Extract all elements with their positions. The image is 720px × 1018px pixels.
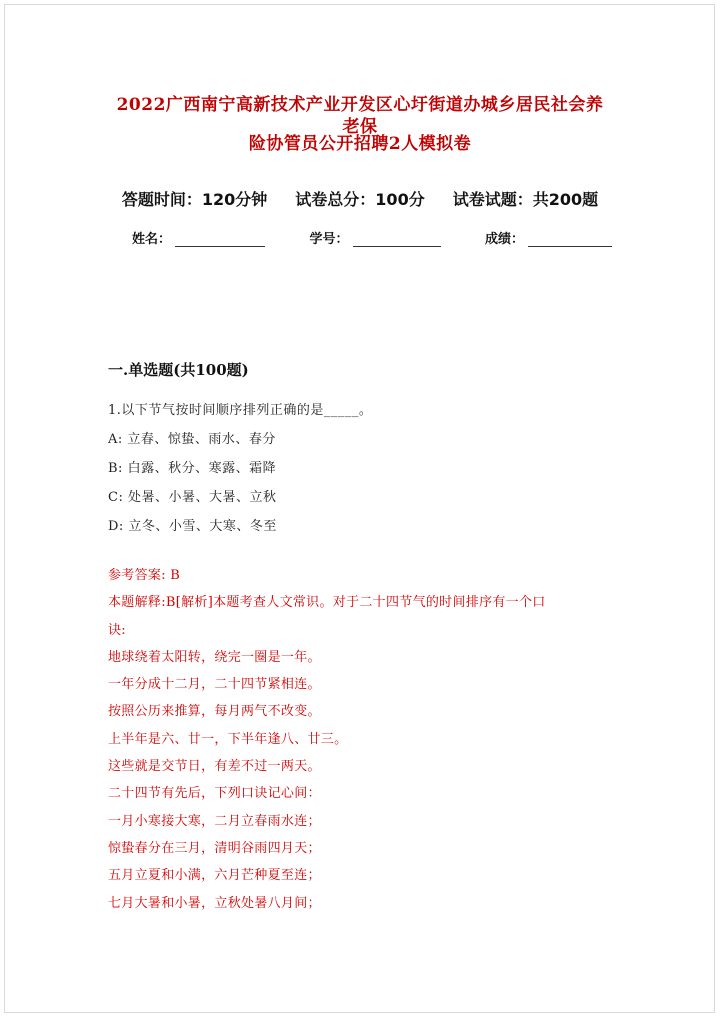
question-1 [108, 396, 608, 541]
verse-line: 惊蛰春分在三月，清明谷雨四月天； [108, 840, 321, 856]
section-heading: 一.单选题(共100题) [108, 361, 249, 379]
explanation-line-1: 本题解释:B[解析]本题考查人文常识。对于二十四节气的时间排序有一个口 [108, 595, 546, 611]
exam-time: 答题时间：120分钟 [121, 190, 268, 209]
name-field [132, 228, 265, 247]
question-stem: 1.以下节气按时间顺序排列正确的是_____。 [108, 403, 373, 418]
verse-line: 一月小寒接大寒，二月立春雨水连； [108, 813, 321, 829]
name-blank[interactable] [175, 232, 265, 247]
verse-line: 五月立夏和小满，六月芒种夏至连； [108, 868, 321, 884]
option-c[interactable]: C: 处暑、小暑、大暑、立秋 [108, 490, 277, 505]
answer-block [108, 562, 608, 917]
exam-total-score: 试卷总分：100分 [295, 190, 425, 209]
option-d[interactable]: D: 立冬、小雪、大寒、冬至 [108, 519, 277, 534]
verse-line: 二十四节有先后，下列口诀记心间： [108, 786, 321, 802]
verse-line: 一年分成十二月，二十四节紧相连。 [108, 677, 321, 693]
option-b[interactable]: B: 白露、秋分、寒露、霜降 [108, 461, 277, 476]
name-label: 姓名： [132, 232, 172, 247]
explanation-line-2: 诀: [108, 622, 126, 638]
exam-title-line-2: 险协管员公开招聘2人模拟卷 [248, 134, 472, 154]
verse-line: 这些就是交节日，有差不过一两天。 [108, 759, 321, 775]
student-id-field [309, 228, 440, 247]
verse-line: 上半年是六、廿一，下半年逢八、廿三。 [108, 731, 348, 747]
student-info-fields [132, 228, 612, 247]
exam-question-count: 试卷试题：共200题 [452, 190, 599, 209]
score-blank[interactable] [528, 232, 612, 247]
student-id-blank[interactable] [353, 232, 441, 247]
option-a[interactable]: A: 立春、惊蛰、雨水、春分 [108, 432, 276, 447]
verse-line: 按照公历来推算，每月两气不改变。 [108, 704, 321, 720]
exam-meta [108, 187, 612, 210]
answer-label: 参考答案: B [108, 568, 181, 583]
verse-line: 七月大暑和小暑，立秋处暑八月间； [108, 895, 321, 911]
score-label: 成绩： [484, 232, 524, 247]
exam-title-line-1: 2022广西南宁高新技术产业开发区心圩街道办城乡居民社会养老保 [116, 95, 604, 137]
score-field [485, 228, 612, 247]
verse-line: 地球绕着太阳转，绕完一圈是一年。 [108, 649, 321, 665]
student-id-label: 学号： [309, 232, 349, 247]
